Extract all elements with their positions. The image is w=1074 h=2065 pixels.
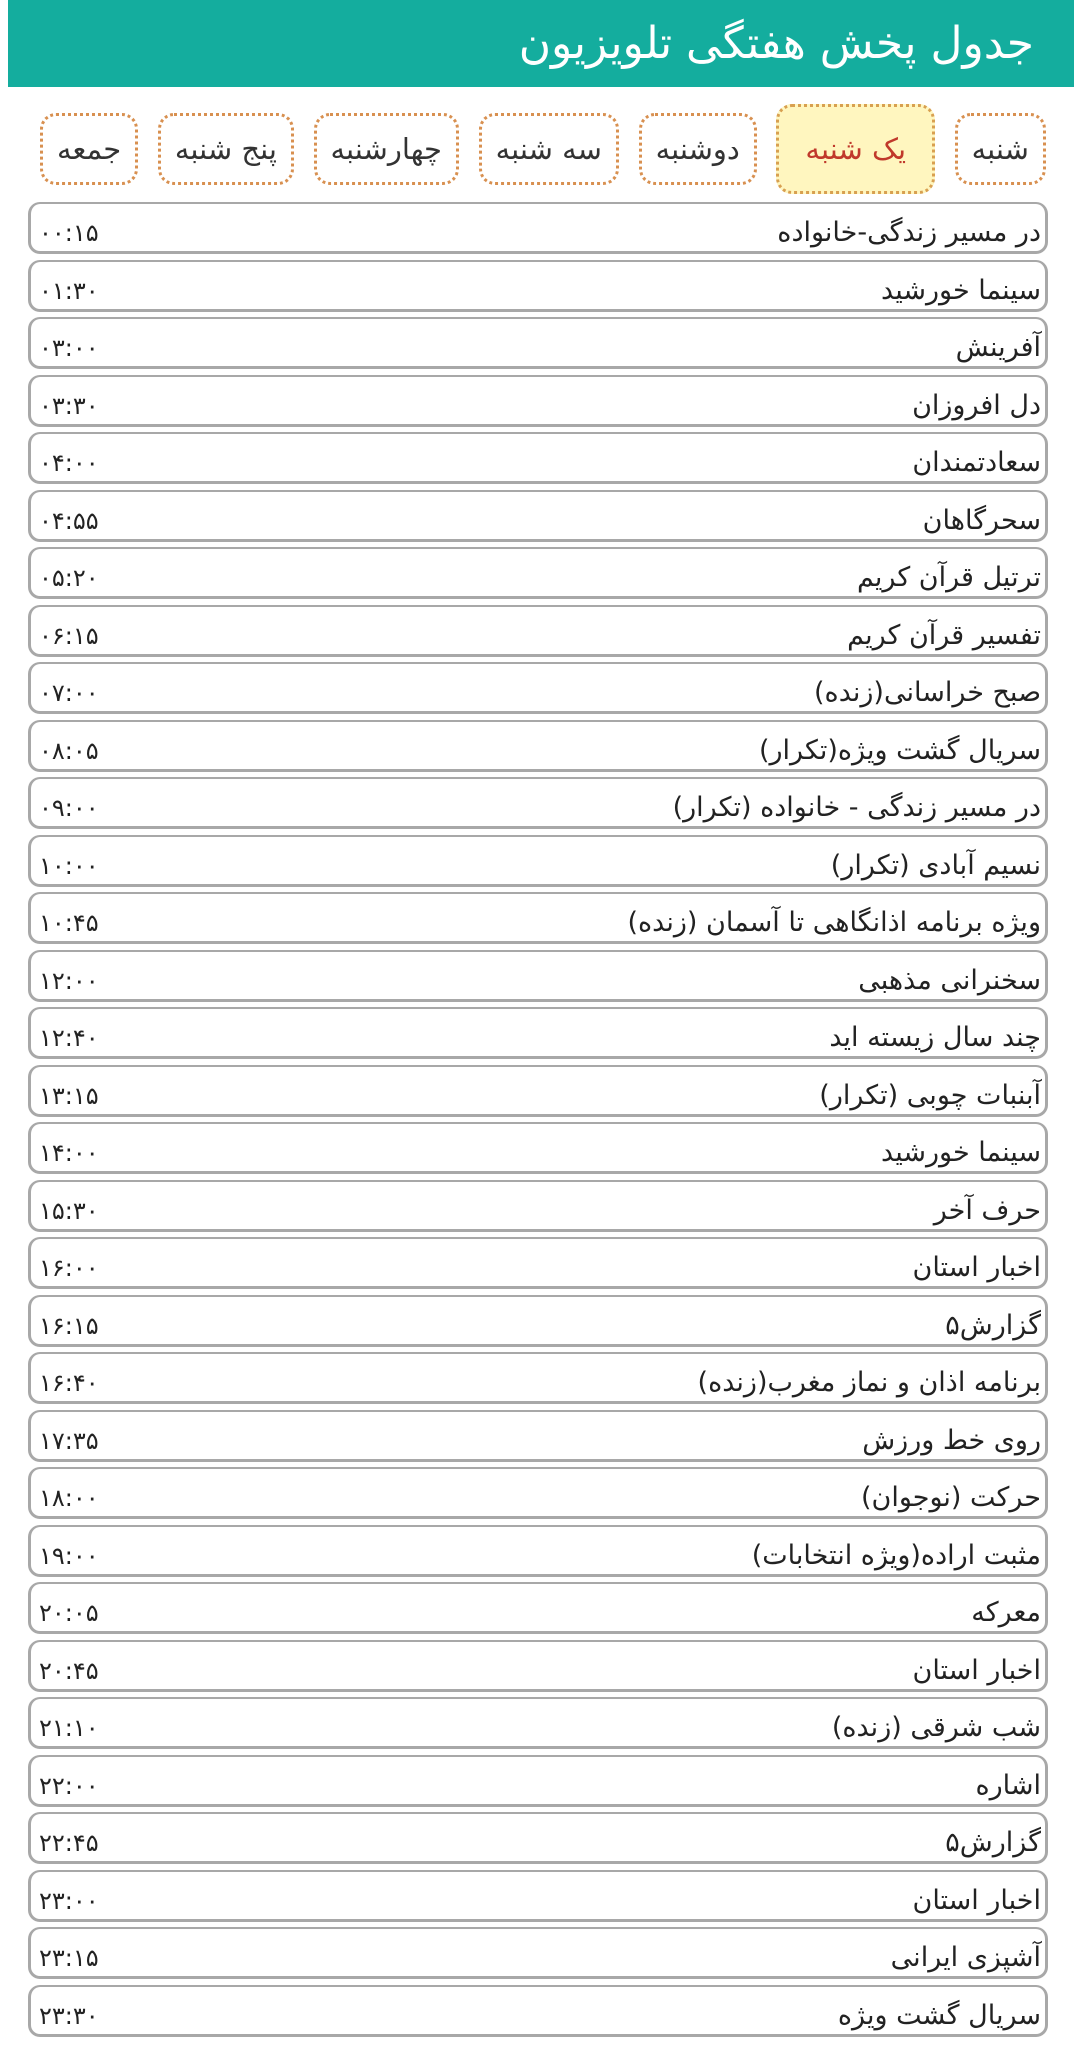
program-time: ۲۳:۱۵	[39, 1944, 99, 1972]
schedule-row[interactable]	[28, 202, 1048, 254]
program-time: ۲۲:۰۰	[39, 1771, 99, 1800]
program-time: ۰۵:۲۰	[39, 564, 99, 592]
tab-friday[interactable]: جمعه	[40, 113, 138, 185]
program-title: اخبار استان	[912, 1654, 1041, 1686]
program-time: ۱۴:۰۰	[39, 1139, 99, 1167]
schedule-row[interactable]	[28, 892, 1048, 944]
program-title: چند سال زیسته اید	[829, 1022, 1041, 1053]
schedule-row[interactable]	[28, 1812, 1048, 1864]
program-title: سینما خورشید	[881, 274, 1041, 306]
day-tabs	[40, 104, 1046, 194]
program-title: حرکت (نوجوان)	[860, 1482, 1041, 1513]
program-time: ۱۶:۱۵	[39, 1311, 99, 1340]
schedule-row[interactable]	[28, 1927, 1048, 1979]
schedule-row[interactable]	[28, 662, 1048, 714]
program-time: ۱۲:۰۰	[39, 966, 99, 995]
schedule-row[interactable]	[28, 1180, 1048, 1232]
program-title: روی خط ورزش	[862, 1424, 1041, 1456]
schedule-row[interactable]	[28, 1985, 1048, 2037]
program-title: در مسیر زندگی-خانواده	[777, 217, 1041, 248]
schedule-row[interactable]	[28, 950, 1048, 1002]
schedule-list	[28, 202, 1048, 2042]
program-title: دل افروزان	[912, 389, 1041, 421]
schedule-row[interactable]	[28, 1352, 1048, 1404]
schedule-row[interactable]	[28, 1525, 1048, 1577]
schedule-row[interactable]	[28, 1640, 1048, 1692]
program-time: ۰۳:۳۰	[39, 391, 99, 420]
program-time: ۰۴:۰۰	[39, 449, 99, 477]
page-header	[8, 0, 1074, 87]
program-time: ۱۹:۰۰	[39, 1541, 99, 1570]
schedule-row[interactable]	[28, 777, 1048, 829]
schedule-row[interactable]	[28, 547, 1048, 599]
program-title: سخنرانی مذهبی	[858, 964, 1041, 996]
program-title: سحرگاهان	[922, 504, 1041, 536]
program-time: ۰۱:۳۰	[39, 276, 99, 305]
program-title: صبح خراسانی(زنده)	[814, 677, 1041, 708]
program-time: ۱۸:۰۰	[39, 1484, 99, 1512]
tab-thursday[interactable]: پنج شنبه	[158, 113, 294, 185]
schedule-row[interactable]	[28, 1410, 1048, 1462]
program-time: ۱۲:۴۰	[39, 1024, 99, 1052]
program-title: مثبت اراده(ویژه انتخابات)	[751, 1539, 1041, 1571]
program-title: برنامه اذان و نماز مغرب(زنده)	[697, 1367, 1041, 1398]
program-time: ۱۰:۴۵	[39, 909, 99, 937]
schedule-row[interactable]	[28, 720, 1048, 772]
schedule-row[interactable]	[28, 1007, 1048, 1059]
program-time: ۲۲:۴۵	[39, 1829, 99, 1857]
program-time: ۱۳:۱۵	[39, 1081, 99, 1110]
program-title: اخبار استان	[912, 1884, 1041, 1916]
program-time: ۲۰:۴۵	[39, 1656, 99, 1685]
program-title: تفسیر قرآن کریم	[847, 619, 1041, 651]
program-title: اخبار استان	[912, 1252, 1041, 1283]
program-time: ۰۶:۱۵	[39, 621, 99, 650]
schedule-row[interactable]	[28, 1295, 1048, 1347]
program-time: ۰۰:۱۵	[39, 219, 99, 247]
program-title: ویژه برنامه اذانگاهی تا آسمان (زنده)	[627, 907, 1041, 938]
program-title: آفرینش	[955, 332, 1041, 363]
program-time: ۲۱:۱۰	[39, 1714, 99, 1742]
program-title: سریال گشت ویژه	[837, 1999, 1041, 2031]
program-time: ۲۳:۳۰	[39, 2001, 99, 2030]
program-title: آبنبات چوبی (تکرار)	[819, 1079, 1041, 1111]
schedule-row[interactable]	[28, 432, 1048, 484]
program-title: اشاره	[975, 1769, 1041, 1801]
program-title: گزارش۵	[945, 1309, 1041, 1341]
program-time: ۱۷:۳۵	[39, 1426, 99, 1455]
program-title: سینما خورشید	[881, 1137, 1041, 1168]
program-time: ۱۶:۰۰	[39, 1254, 99, 1282]
program-time: ۲۰:۰۵	[39, 1599, 99, 1627]
schedule-row[interactable]	[28, 1755, 1048, 1807]
schedule-row[interactable]	[28, 835, 1048, 887]
program-title: آشپزی ایرانی	[890, 1942, 1041, 1973]
schedule-row[interactable]	[28, 1582, 1048, 1634]
schedule-row[interactable]	[28, 1122, 1048, 1174]
program-time: ۰۳:۰۰	[39, 334, 99, 362]
program-title: نسیم آبادی (تکرار)	[830, 849, 1041, 881]
program-time: ۰۹:۰۰	[39, 794, 99, 822]
schedule-row[interactable]	[28, 1467, 1048, 1519]
program-time: ۰۸:۰۵	[39, 736, 99, 765]
program-time: ۱۵:۳۰	[39, 1196, 99, 1225]
program-title: معرکه	[971, 1597, 1041, 1628]
page-title: جدول پخش هفتگی تلویزیون	[518, 18, 1034, 69]
schedule-row[interactable]	[28, 317, 1048, 369]
program-time: ۰۷:۰۰	[39, 679, 99, 707]
schedule-row[interactable]	[28, 260, 1048, 312]
schedule-row[interactable]	[28, 1870, 1048, 1922]
schedule-row[interactable]	[28, 1065, 1048, 1117]
schedule-row[interactable]	[28, 1237, 1048, 1289]
program-title: شب شرقی (زنده)	[831, 1712, 1041, 1743]
tab-tuesday[interactable]: سه شنبه	[479, 113, 619, 185]
tab-sunday[interactable]: یک شنبه	[776, 104, 935, 194]
schedule-row[interactable]	[28, 605, 1048, 657]
program-title: حرف آخر	[933, 1194, 1041, 1226]
schedule-row[interactable]	[28, 1697, 1048, 1749]
program-title: سعادتمندان	[912, 447, 1041, 478]
program-title: گزارش۵	[945, 1827, 1041, 1858]
program-title: ترتیل قرآن کریم	[856, 562, 1041, 593]
program-title: در مسیر زندگی - خانواده (تکرار)	[672, 792, 1041, 823]
tab-saturday[interactable]: شنبه	[955, 113, 1046, 185]
program-time: ۱۰:۰۰	[39, 851, 99, 880]
schedule-row[interactable]	[28, 375, 1048, 427]
tab-monday[interactable]: دوشنبه	[639, 113, 757, 185]
program-time: ۰۴:۵۵	[39, 506, 99, 535]
program-time: ۲۳:۰۰	[39, 1886, 99, 1915]
tab-wednesday[interactable]: چهارشنبه	[314, 113, 459, 185]
schedule-row[interactable]	[28, 490, 1048, 542]
program-title: سریال گشت ویژه(تکرار)	[758, 734, 1041, 766]
program-time: ۱۶:۴۰	[39, 1369, 99, 1397]
